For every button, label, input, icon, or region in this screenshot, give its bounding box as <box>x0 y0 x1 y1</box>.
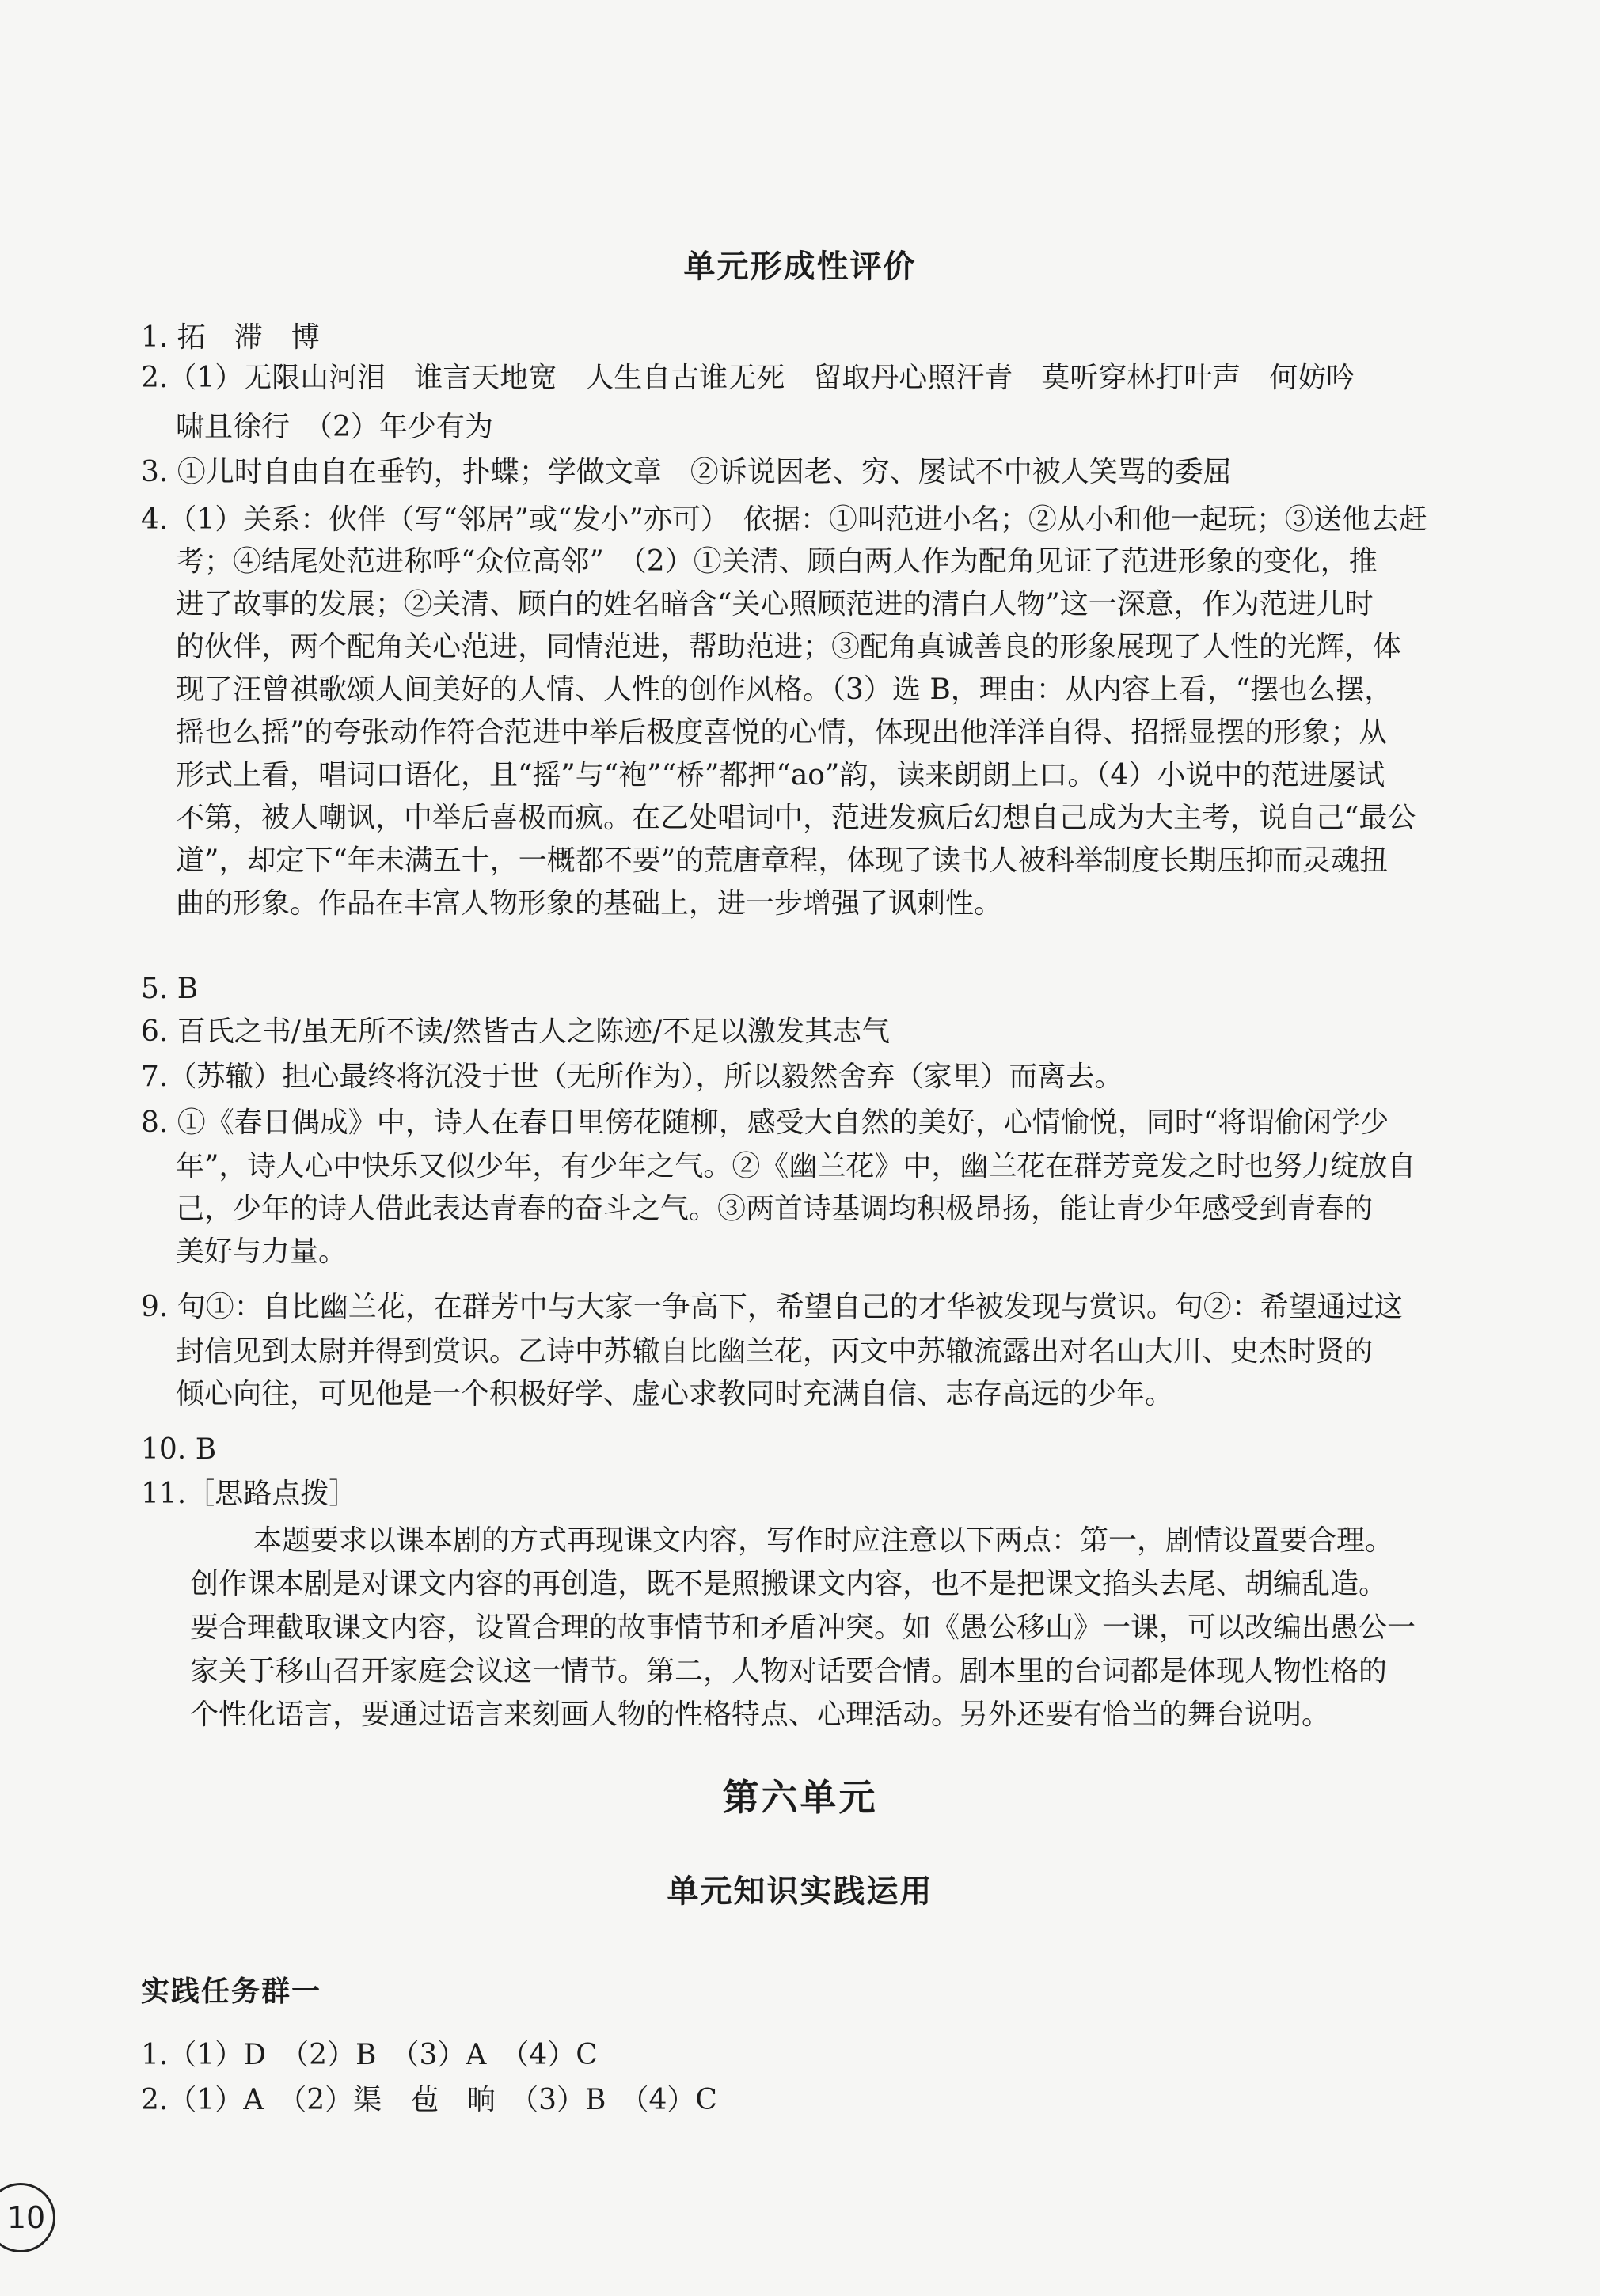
page-number-badge <box>0 2183 55 2252</box>
answer-line: 要合理截取课文内容，设置合理的故事情节和矛盾冲突。如《愚公移山》一课，可以改编出愚公一 <box>190 1611 1416 1644</box>
answer-line: 美好与力量。 <box>176 1235 348 1268</box>
answer-line: 摇也么摇”的夸张动作符合范进中举后极度喜悦的心情，体现出他洋洋自得、招摇显摆的形象；从 <box>176 716 1388 749</box>
answer-line: 7.（苏辙）担心最终将沉没于世（无所作为），所以毅然舍弃（家里）而离去。 <box>141 1061 1123 1093</box>
answer-line: 倾心向往，可见他是一个积极好学、虚心求教同时充满自信、志存高远的少年。 <box>176 1378 1174 1410</box>
answer-line: 道”，却定下“年未满五十，一概都不要”的荒唐章程，体现了读书人被科举制度长期压抑而灵魂扭 <box>176 844 1389 877</box>
answer-line: 8. ①《春日偶成》中，诗人在春日里傍花随柳，感受大自然的美好，心情愉悦，同时“将谓偷闲学少 <box>141 1106 1389 1139</box>
answer-line: 11.［思路点拨］ <box>141 1478 358 1510</box>
section-title-unit-evaluation: 单元形成性评价 <box>683 249 917 285</box>
answer-line: 6. 百氏之书/虽无所不读/然皆古人之陈迹/不足以激发其志气 <box>141 1015 891 1048</box>
page-number: 10 <box>6 2200 46 2235</box>
answer-line: 现了汪曾祺歌颂人间美好的人情、人性的创作风格。（3）选 B，理由：从内容上看，“摆也么摆， <box>176 674 1393 706</box>
answer-line: 考；④结尾处范进称呼“众位高邻” （2）①关清、顾白两人作为配角见证了范进形象的变化，推 <box>176 545 1378 578</box>
answer-line: 曲的形象。作品在丰富人物形象的基础上，进一步增强了讽刺性。 <box>176 887 1003 920</box>
practice-answer-line: 2.（1）A （2）渠 苞 晌 （3）B （4）C <box>141 2084 717 2116</box>
practice-group-title: 实践任务群一 <box>141 1975 322 2008</box>
answer-line: 10. B <box>141 1433 217 1466</box>
answer-line: 啸且徐行 （2）年少有为 <box>176 411 493 443</box>
answer-line: 2.（1）无限山河泪 谁言天地宽 人生自古谁无死 留取丹心照汗青 莫听穿林打叶声 何妨吟 <box>141 362 1355 394</box>
answer-line: 本题要求以课本剧的方式再现课文内容，写作时应注意以下两点：第一，剧情设置要合理。 <box>253 1524 1394 1557</box>
answer-line: 封信见到太尉并得到赏识。乙诗中苏辙自比幽兰花，丙文中苏辙流露出对名山大川、史杰时贤的 <box>176 1335 1374 1368</box>
answer-line: 5. B <box>141 973 199 1005</box>
answer-line: 1. 拓 滞 博 <box>141 321 320 354</box>
answer-line: 个性化语言，要通过语言来刻画人物的性格特点、心理活动。另外还要有恰当的舞台说明。 <box>190 1698 1331 1731</box>
answer-line: 家关于移山召开家庭会议这一情节。第二，人物对话要合情。剧本里的台词都是体现人物性格的 <box>190 1655 1388 1687</box>
section-title-unit-practice: 单元知识实践运用 <box>667 1873 933 1910</box>
unit-six-title: 第六单元 <box>722 1776 878 1819</box>
answer-line: 3. ①儿时自由自在垂钓，扑蝶；学做文章 ②诉说因老、穷、屡试不中被人笑骂的委屈 <box>141 456 1232 488</box>
practice-answer-line: 1.（1）D （2）B （3）A （4）C <box>141 2039 598 2071</box>
answer-line: 进了故事的发展；②关清、顾白的姓名暗含“关心照顾范进的清白人物”这一深意，作为范进儿时 <box>176 588 1374 620</box>
answer-line: 创作课本剧是对课文内容的再创造，既不是照搬课文内容，也不是把课文掐头去尾、胡编乱造。 <box>190 1568 1388 1600</box>
answer-line: 年”，诗人心中快乐又似少年，有少年之气。②《幽兰花》中，幽兰花在群芳竞发之时也努力绽放自 <box>176 1150 1416 1182</box>
answer-line: 形式上看，唱词口语化，且“摇”与“袍”“桥”都押“ao”韵，读来朗朗上口。（4）小说中的范进屡试 <box>176 759 1385 791</box>
answer-line: 9. 句①：自比幽兰花，在群芳中与大家一争高下，希望自己的才华被发现与赏识。句②：希望通过这 <box>141 1291 1403 1323</box>
answer-line: 4.（1）关系：伙伴（写“邻居”或“发小”亦可） 依据：①叫范进小名；②从小和他一起玩；③送他去赶 <box>141 503 1427 536</box>
answer-line: 己，少年的诗人借此表达青春的奋斗之气。③两首诗基调均积极昂扬，能让青少年感受到青春的 <box>176 1193 1374 1225</box>
answer-line: 不第，被人嘲讽，中举后喜极而疯。在乙处唱词中，范进发疯后幻想自己成为大主考，说自己“最公 <box>176 802 1416 834</box>
answer-line: 的伙伴，两个配角关心范进，同情范进，帮助范进；③配角真诚善良的形象展现了人性的光辉，体 <box>176 631 1402 663</box>
